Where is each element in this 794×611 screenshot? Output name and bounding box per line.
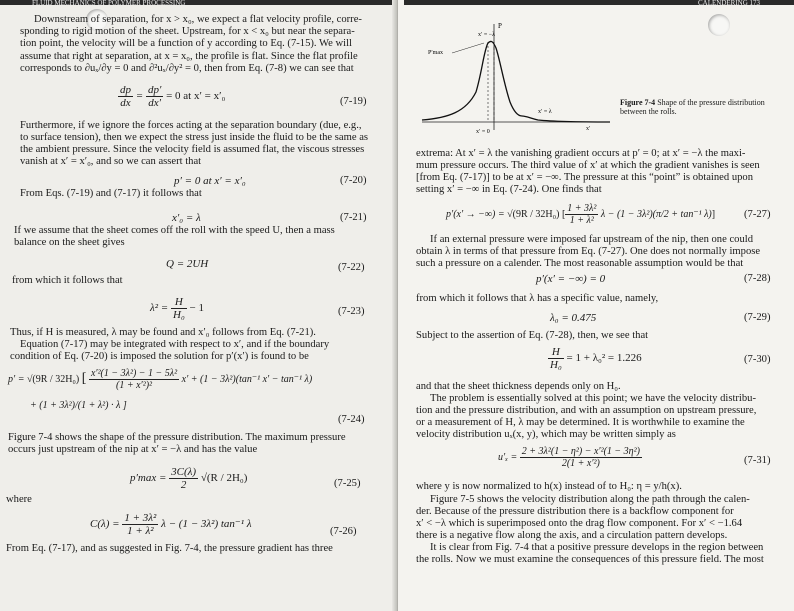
body-line: setting x′ = −∞ in Eq. (7-24). One finds that bbox=[416, 184, 602, 195]
body-line: from which it follows that bbox=[12, 275, 123, 286]
binder-hole bbox=[708, 14, 730, 36]
body-line: such a pressure on a calender. The most reasonable assumption would be that bbox=[416, 258, 744, 269]
right-page bbox=[398, 0, 794, 611]
body-line: From Eq. (7-17), and as suggested in Fig. 7-4, the pressure gradient has three bbox=[6, 543, 333, 554]
body-line: x′ < −λ which is superimposed onto the drag flow component. For x′ < −1.64 bbox=[416, 518, 743, 529]
body-line: tion point, the velocity will be a function of y according to Eq. (7-15). We will bbox=[20, 38, 352, 49]
body-line: there is a negative flow along the axis, and a circulation pattern develops. bbox=[416, 530, 728, 541]
equation-7-29: λ₀ = 0.475 bbox=[550, 312, 597, 324]
equation-number: (7-25) bbox=[334, 478, 361, 489]
equation-number: (7-26) bbox=[330, 526, 357, 537]
equation-7-24-line2: + (1 + 3λ²)/(1 + λ²) · λ ] bbox=[30, 400, 127, 411]
body-line: Downstream of separation, for x > x₀, we expect a flat velocity profile, corre- bbox=[34, 14, 362, 25]
body-line: Figure 7-5 shows the velocity distribution along the path through the calen- bbox=[430, 494, 750, 505]
pressure-distribution-figure bbox=[418, 12, 618, 142]
body-line: or a measurement of H, λ may be determined. It is worthwhile to examine the bbox=[416, 417, 745, 428]
equation-number: (7-21) bbox=[340, 212, 367, 223]
equation-number: (7-24) bbox=[338, 414, 365, 425]
body-line: from which it follows that λ has a specific value, namely, bbox=[416, 293, 659, 304]
p-axis-label: P bbox=[498, 22, 502, 30]
equation-number: (7-28) bbox=[744, 273, 771, 284]
running-header-right: CALENDERING 173 bbox=[698, 0, 761, 7]
equation-7-19: $\frac{dp}{dx}$ = $\frac{dp'}{dx'}$ = 0 at x′ = x′₀ bbox=[120, 84, 226, 109]
zero-label: x′ = 0 bbox=[476, 129, 490, 135]
equation-number: (7-30) bbox=[744, 354, 771, 365]
pmax-label: P′max bbox=[428, 50, 443, 56]
body-line: From Eqs. (7-19) and (7-17) it follows that bbox=[20, 188, 202, 199]
figure-caption bbox=[620, 98, 780, 116]
body-line: extrema: At x′ = λ the vanishing gradient occurs at p′ = 0; at x′ = −λ the maxi- bbox=[416, 148, 746, 159]
equation-number: (7-19) bbox=[340, 96, 367, 107]
body-line: vanish at x′ = x′₀, and so we can assert that bbox=[20, 156, 202, 167]
body-line: where bbox=[6, 494, 32, 505]
running-header-left: FLUID MECHANICS OF POLYMER PROCESSING bbox=[32, 0, 186, 7]
body-line: Thus, if H is measured, λ may be found and x′₀ follows from Eq. (7-21). bbox=[10, 327, 316, 338]
body-line: occurs just upstream of the nip at x′ = −λ and has the value bbox=[8, 444, 258, 455]
equation-7-26: C(λ) = $\frac{\text{1 + 3λ²}}{\text{1 + λ²}}$ λ − (1 − 3λ²) tan⁻¹ λ bbox=[90, 512, 252, 537]
body-line: Figure 7-4 shows the shape of the pressure distribution. The maximum pressure bbox=[8, 432, 346, 443]
body-line: Equation (7-17) may be integrated with respect to x′, and if the boundary bbox=[20, 339, 330, 350]
body-line: sponding to rigid motion of the sheet. Upstream, for x < x₀ but near the separa- bbox=[20, 26, 355, 37]
equation-7-20: p′ = 0 at x′ = x′₀ bbox=[174, 175, 246, 187]
x-axis-label: x′ bbox=[586, 126, 591, 132]
equation-number: (7-29) bbox=[744, 312, 771, 323]
body-line: assume that right at separation, at x = x₀, the profile is flat. Since the flat profile bbox=[20, 51, 358, 62]
body-line: obtain λ in terms of that pressure from Eq. (7-27). One does not normally impose bbox=[416, 246, 761, 257]
figure-caption-number: Figure 7-4 bbox=[620, 98, 656, 107]
body-line: condition of Eq. (7-20) is imposed the solution for p′(x′) is found to be bbox=[10, 351, 309, 362]
equation-7-21: x′₀ = λ bbox=[172, 212, 201, 224]
body-line: It is clear from Fig. 7-4 that a positive pressure develops in the region between bbox=[430, 542, 764, 553]
body-line: velocity distribution uₓ(x, y), which may be written simply as bbox=[416, 429, 676, 440]
body-line: Subject to the assertion of Eq. (7-28), then, we see that bbox=[416, 330, 649, 341]
body-line: balance on the sheet gives bbox=[14, 237, 125, 248]
minus-lambda-label: x′ = −λ bbox=[478, 32, 495, 38]
pmax-leader bbox=[452, 43, 484, 53]
equation-7-23: λ² = $\frac{H}{\text{H₀}}$ − 1 bbox=[150, 296, 204, 321]
equation-7-22: Q = 2UH bbox=[166, 258, 209, 270]
body-line: to surface tension), then we expect the stress just inside the fluid to be the same as bbox=[20, 132, 369, 143]
equation-7-24: p′ = √(9R / 32H₀) [ $\frac{\text{x′²(1 − 3λ²) − 1 − 5λ²}}{\text{(1 + x′²)²}}$ x′ + (1 − 3λ²)(tan⁻¹ x′ − tan⁻¹ λ) bbox=[8, 368, 313, 391]
equation-number: (7-23) bbox=[338, 306, 365, 317]
equation-7-30: $\frac{H}{\text{H₀}}$ = 1 + λ₀² = 1.226 bbox=[550, 346, 642, 371]
body-line: where y is now normalized to h(x) instead of to H₀: η = y/h(x). bbox=[416, 481, 682, 492]
plus-lambda-label: x′ = λ bbox=[538, 109, 552, 115]
equation-7-31: u′ₓ = $\frac{\text{2 + 3λ²(1 − η²) − x′²(1 − 3η²)}}{\text{2(1 + x′²)}}$ bbox=[498, 446, 640, 469]
body-line: If an external pressure were imposed far upstream of the nip, then one could bbox=[430, 234, 753, 245]
equation-7-28: p′(x′ = −∞) = 0 bbox=[536, 273, 606, 285]
body-line: the rolls. Now we must examine the consequences of this pressure field. The most bbox=[416, 554, 764, 565]
equation-number: (7-31) bbox=[744, 455, 771, 466]
body-line: mum pressure occurs. The third value of x′ at which the gradient vanishes is seen bbox=[416, 160, 760, 171]
body-line: [from Eq. (7-17)] to be at x′ = −∞. The pressure at this “point” is obtained upon bbox=[416, 172, 754, 183]
equation-number: (7-20) bbox=[340, 175, 367, 186]
equation-number: (7-27) bbox=[744, 209, 771, 220]
equation-number: (7-22) bbox=[338, 262, 365, 273]
body-line: If we assume that the sheet comes off the roll with the speed U, then a mass bbox=[14, 225, 335, 236]
body-line: The problem is essentially solved at this point; we have the velocity distribu- bbox=[430, 393, 756, 404]
figure-caption-text: Shape of the pressure distribution between the rolls. bbox=[620, 98, 765, 116]
body-line: and that the sheet thickness depends only on H₀. bbox=[416, 381, 621, 392]
body-line: the ambient pressure. Since the velocity field is assumed flat, the viscous stresses bbox=[20, 144, 365, 155]
body-line: tion and the pressure distribution, and with an assumption on upstream pressure, bbox=[416, 405, 757, 416]
equation-7-27: p′(x′ → −∞) = √(9R / 32H₀) [ $\frac{\text{1 + 3λ²}}{\text{1 + λ²}}$ λ − (1 − 3λ²)(π/2 + tan⁻¹ λ)] bbox=[446, 203, 716, 226]
equation-7-25: p′max = $\frac{3C(\lambda)}{2}$ √(R / 2H₀) bbox=[130, 466, 248, 491]
body-line: der. Because of the pressure distribution there is a backflow component for bbox=[416, 506, 734, 517]
body-line: Furthermore, if we ignore the forces acting at the separation boundary (due, e.g., bbox=[20, 120, 362, 131]
pressure-curve bbox=[422, 41, 610, 122]
body-line: corresponds to ∂uₓ/∂y = 0 and ∂²uₓ/∂y² = 0, then from Eq. (7-8) we can see that bbox=[20, 63, 354, 74]
